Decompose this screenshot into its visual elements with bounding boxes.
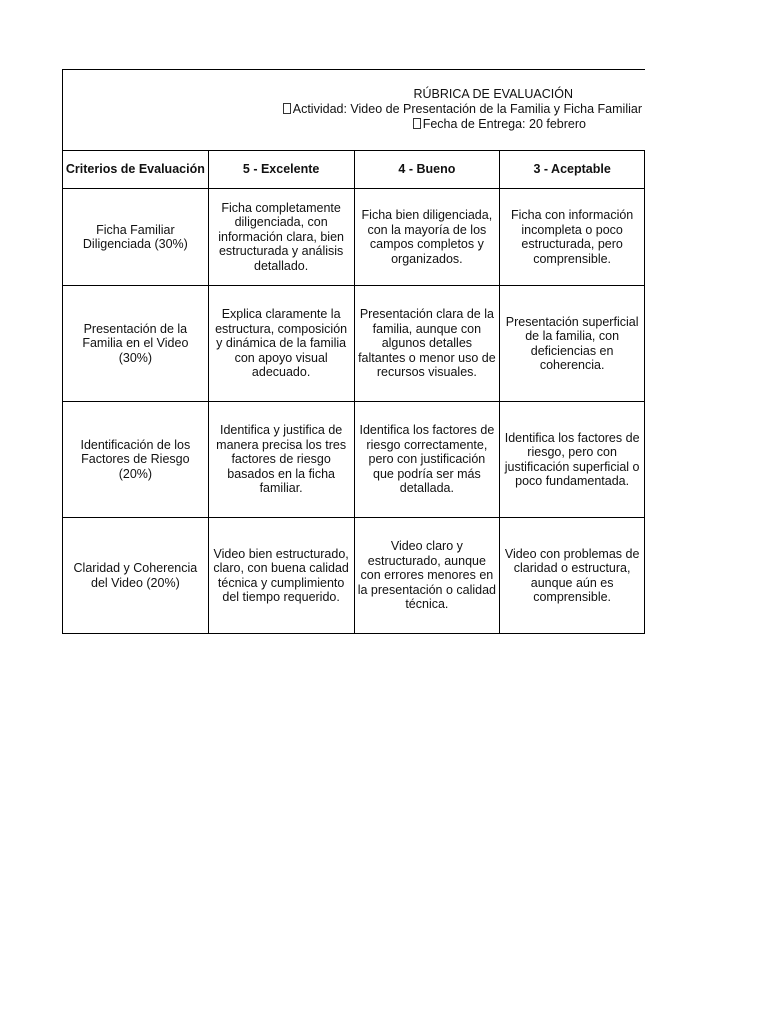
table-row: [63, 286, 645, 402]
header-excellent: 5 - Excelente: [208, 151, 354, 189]
criteria-cell: Claridad y Coherencia del Video (20%): [63, 518, 209, 634]
rubric-table: [62, 150, 645, 634]
excellent-cell: Identifica y justifica de manera precisa los tres factores de riesgo basados en la ficha familiar.: [208, 402, 354, 518]
rubric-title: RÚBRICA DE EVALUACIÓN: [413, 87, 573, 101]
acceptable-cell: Identifica los factores de riesgo, pero con justificación superficial o poco fundamentada.: [500, 402, 645, 518]
activity-line: [63, 102, 645, 118]
due-date-line: [63, 117, 645, 133]
criteria-cell: Identificación de los Factores de Riesgo (20%): [63, 402, 209, 518]
good-cell: Ficha bien diligenciada, con la mayoría de los campos completos y organizados.: [354, 189, 500, 286]
good-cell: Identifica los factores de riesgo correctamente, pero con justificación que podría ser más detallada.: [354, 402, 500, 518]
criteria-cell: Ficha Familiar Diligenciada (30%): [63, 189, 209, 286]
acceptable-cell: Ficha con información incompleta o poco estructurada, pero comprensible.: [500, 189, 645, 286]
excellent-cell: Explica claramente la estructura, composición y dinámica de la familia con apoyo visual adecuado.: [208, 286, 354, 402]
excellent-cell: Ficha completamente diligenciada, con información clara, bien estructurada y análisis detallado.: [208, 189, 354, 286]
excellent-cell: Video bien estructurado, claro, con buena calidad técnica y cumplimiento del tiempo requerido.: [208, 518, 354, 634]
header-acceptable: 3 - Aceptable: [500, 151, 645, 189]
missing-glyph-icon: [283, 103, 291, 114]
header-criteria: Criterios de Evaluación: [63, 151, 209, 189]
rubric-sheet: [62, 69, 645, 634]
criteria-cell: Presentación de la Familia en el Video (30%): [63, 286, 209, 402]
good-cell: Presentación clara de la familia, aunque con algunos detalles faltantes o menor uso de recursos visuales.: [354, 286, 500, 402]
table-row: [63, 518, 645, 634]
rubric-header: [62, 69, 645, 150]
due-date-text: Fecha de Entrega: 20 febrero: [422, 117, 586, 131]
good-cell: Video claro y estructurado, aunque con errores menores en la presentación o calidad técnica.: [354, 518, 500, 634]
acceptable-cell: Presentación superficial de la familia, con deficiencias en coherencia.: [500, 286, 645, 402]
header-good: 4 - Bueno: [354, 151, 500, 189]
missing-glyph-icon: [413, 118, 421, 129]
table-row: [63, 402, 645, 518]
acceptable-cell: Video con problemas de claridad o estructura, aunque aún es comprensible.: [500, 518, 645, 634]
activity-text: Actividad: Video de Presentación de la Familia y Ficha Familiar: [292, 102, 642, 116]
table-row: [63, 189, 645, 286]
table-header-row: [63, 151, 645, 189]
